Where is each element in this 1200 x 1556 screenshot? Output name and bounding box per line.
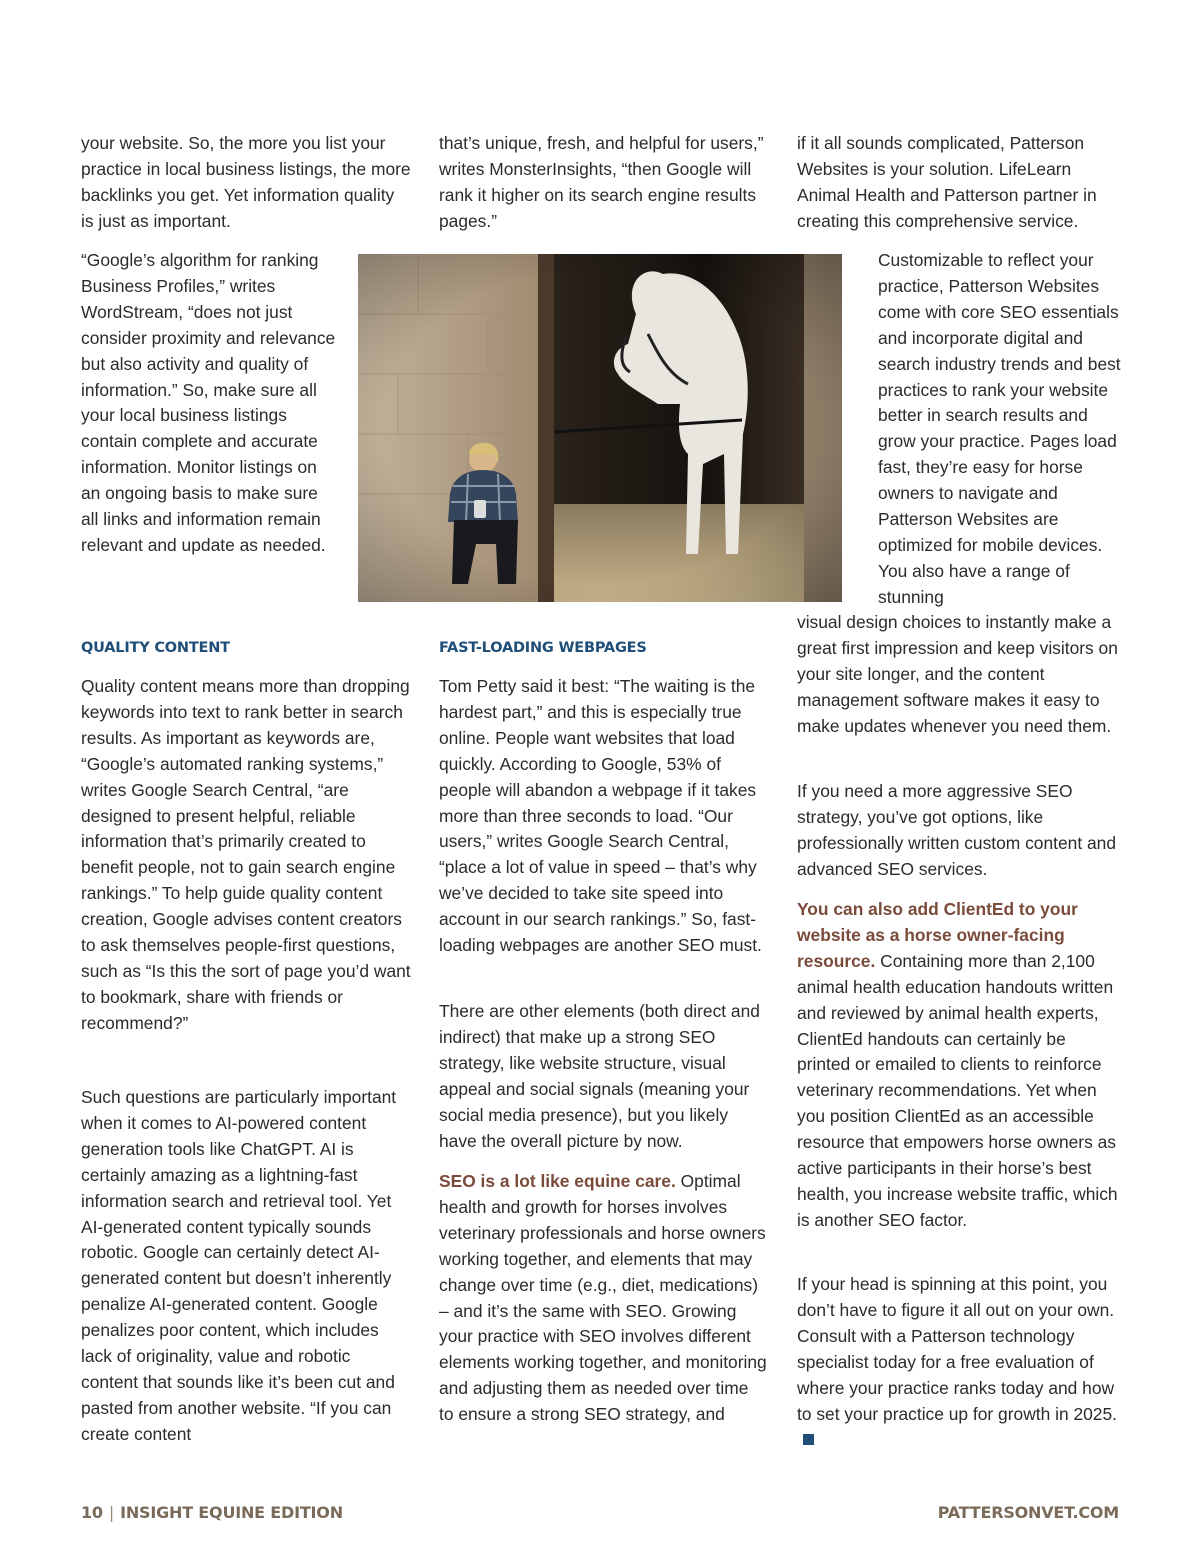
- col2-paragraph-1: that’s unique, fresh, and helpful for users,” writes MonsterInsights, “then Google will rank it higher on its search engine results pages.”: [439, 133, 764, 231]
- col3-closing-text: If your head is spinning at this point, you don’t have to figure it all out on your own. Consult with a Patterson technology specialist today for a free evaluation of where your practice ranks today and how to set your practice up for growth in 2025.: [797, 1274, 1117, 1424]
- photo-illustration: [358, 254, 842, 602]
- col3-paragraph-5: [797, 1272, 1122, 1453]
- girl-and-horse-photo: [358, 254, 842, 602]
- col1-paragraph-4: Such questions are particularly important when it comes to AI-powered content generation tools like ChatGPT. AI is certainly amazing as a lightning-fast information search and retrieval tool. Yet AI-generated content typically sounds robotic. Google can certainly detect AI-generated content but doesn’t inherently penalize AI-generated content. Google penalizes poor content, which includes lack of originality, value and robotic content that sounds like it’s been cut and pasted from another website. “If you can create content: [81, 1087, 397, 1444]
- col1-paragraph-1: your website. So, the more you list your practice in local business listings, the more backlinks you get. Yet information quality is just as important.: [81, 133, 411, 231]
- col3-paragraph-4: [797, 897, 1122, 1234]
- quality-content-heading: QUALITY CONTENT: [81, 640, 230, 656]
- col3-body-text: Containing more than 2,100 animal health education handouts written and reviewed by animal health experts, ClientEd handouts can certainly be printed or emailed to clients to reinforce veterinary recommendations. Yet when you position ClientEd as an accessible resource that empowers horse owners as active participants in their horse’s best health, you increase website traffic, which is another SEO factor.: [797, 950, 1118, 1230]
- col2-paragraph-4: [439, 1169, 767, 1428]
- col3-paragraph-3: If you need a more aggressive SEO strategy, you’ve got options, like professionally written custom content and advanced SEO services.: [797, 781, 1116, 879]
- col1-paragraph-2: “Google’s algorithm for ranking Business Profiles,” writes WordStream, “does not just consider proximity and relevance but also activity and quality of information.” So, make sure all your local business listings contain complete and accurate information. Monitor listings on an ongoing basis to make sure all links and information remain relevant and update as needed.: [81, 250, 336, 555]
- col3-lead-text: You can also add ClientEd to your website as a horse owner-facing resource.: [797, 899, 1078, 971]
- col2-paragraph-2: Tom Petty said it best: “The waiting is the hardest part,” and this is especially true online. People want websites that load quickly. According to Google, 53% of people will abandon a webpage if it takes more than three seconds to load. “Our users,” writes Google Search Central, “place a lot of value in speed – that’s why we’ve decided to take site speed into account in our search rankings.” So, fast-loading webpages are another SEO must.: [439, 676, 762, 956]
- col2-lead-text: SEO is a lot like equine care.: [439, 1171, 676, 1191]
- footer-separator: |: [108, 1503, 115, 1522]
- col3-paragraph-2a: Customizable to reflect your practice, Patterson Websites come with core SEO essentials and incorporate digital and search industry trends and best practices to rank your website better in search results and grow your practice. Pages load fast, they’re easy for horse owners to navigate and Patterson Websites are optimized for mobile devices. You also have a range of stunning: [878, 250, 1121, 607]
- end-mark-icon: [803, 1434, 814, 1445]
- col2-body-text: Optimal health and growth for horses involves veterinary professionals and horse owners working together, and elements that may change over time (e.g., diet, medications) – and it’s the same with SEO. Growing your practice with SEO involves different elements working together, and monitoring and adjusting them as needed over time to ensure a strong SEO strategy, and: [439, 1171, 767, 1425]
- footer-publication: [81, 1503, 343, 1522]
- page-number: 10: [81, 1503, 103, 1522]
- col3-paragraph-2b: visual design choices to instantly make a great first impression and keep visitors on your site longer, and the content management software makes it easy to make updates whenever you need them.: [797, 612, 1118, 736]
- col2-paragraph-3: There are other elements (both direct and indirect) that make up a strong SEO strategy, like website structure, visual appeal and social signals (meaning your social media presence), but you likely have the overall picture by now.: [439, 1001, 760, 1151]
- col1-paragraph-3: Quality content means more than dropping keywords into text to rank better in search results. As important as keywords are, “Google’s automated ranking systems,” writes Google Search Central, “are designed to present helpful, reliable information that’s primarily created to benefit people, not to gain search engine rankings.” To help guide quality content creation, Google advises content creators to ask themselves people-first questions, such as “Is this the sort of page you’d want to bookmark, share with friends or recommend?”: [81, 676, 411, 1033]
- col3-paragraph-1: if it all sounds complicated, Patterson Websites is your solution. LifeLearn Animal Health and Patterson partner in creating this comprehensive service.: [797, 133, 1097, 231]
- publication-name: INSIGHT EQUINE EDITION: [120, 1503, 343, 1522]
- fast-loading-heading: FAST-LOADING WEBPAGES: [439, 640, 647, 656]
- footer-website: PATTERSONVET.COM: [937, 1503, 1119, 1522]
